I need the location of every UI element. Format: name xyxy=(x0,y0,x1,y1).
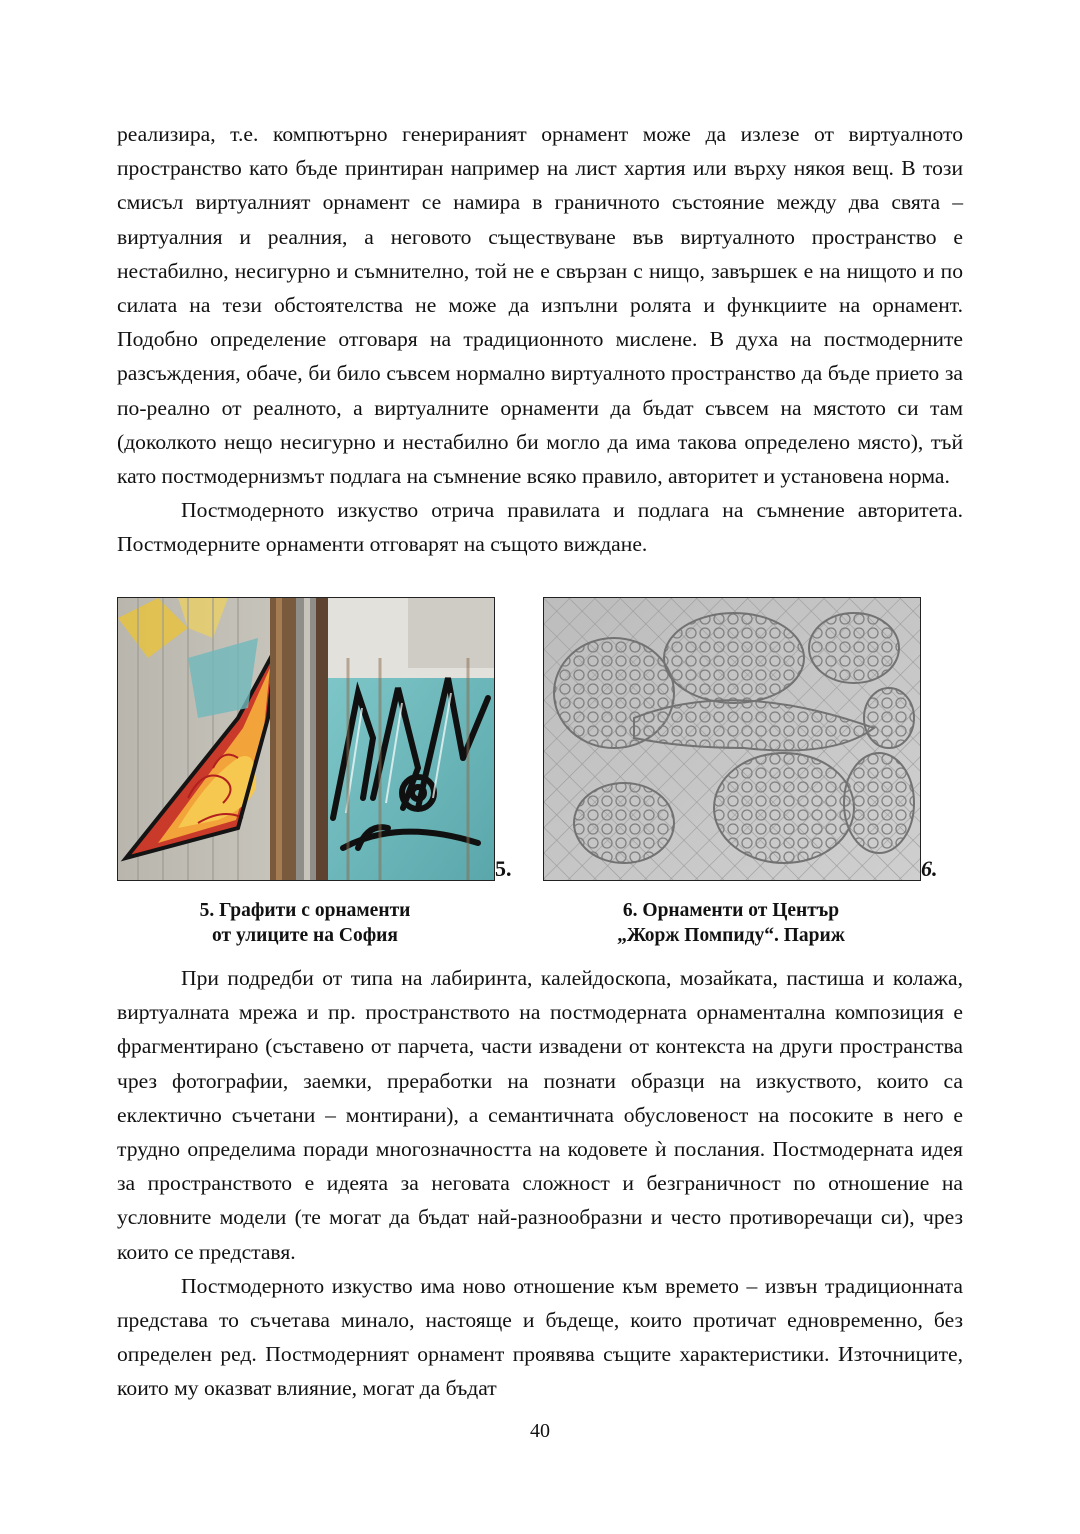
figure-5-caption-line2: от улиците на София xyxy=(212,925,398,946)
text-block-bottom xyxy=(117,961,963,1406)
figure-6-caption-line2: „Жорж Помпиду“. Париж xyxy=(617,925,845,946)
paragraph: Постмодерното изкуство отрича правилата и подлага на съмнение авторитета. Постмодерните орнаменти отговарят на същото виждане. xyxy=(117,498,963,557)
paragraph: При подредби от типа на лабиринта, калейдоскопа, мозайката, пастиша и колажа, виртуалната мрежа и пр. пространството на постмодерната орнаментална композиция е фрагментирано (съставено от парчета, части извадени от контекста на други пространства чрез фотографии, заемки, преработки на познати образци на изкуството, които са еклектично съчетани – монтирани), а семантичната обусловеност на посоките в него е трудно определима поради многозначността на кодовете ѝ послания. Постмодерната идея за пространството е идеята за неговата сложност и безграничност по отношение на условните модели (те могат да бъдат най-разнообразни и често противоречащи си), чрез които се представя. xyxy=(117,966,963,1264)
figure-6-caption-line1: 6. Орнаменти от Център xyxy=(622,900,840,921)
page-number: 40 xyxy=(530,1420,550,1442)
net-ornament-image xyxy=(544,598,920,880)
figure-6-number: 6. xyxy=(921,856,938,881)
text-block-top xyxy=(117,117,963,562)
figure-5-number: 5. xyxy=(495,856,512,881)
figure-6-caption xyxy=(543,898,919,948)
paragraph: Постмодерното изкуство има ново отношение към времето – извън традиционната представа то съчетава минало, настояще и бъдеще, които протичат едновременно, без определен ред. Постмодерният орнамент проявява същите характеристики. Източниците, които му оказват влияние, могат да бъдат xyxy=(117,1273,963,1401)
figure-6-net-ornament-photo xyxy=(543,597,921,881)
figure-5-caption xyxy=(117,898,493,948)
graffiti-image xyxy=(118,598,494,880)
figure-5-caption-line1: 5. Графити с орнаменти xyxy=(199,900,411,921)
figure-5-graffiti-photo xyxy=(117,597,495,881)
paragraph: реализира, т.е. компютърно генерираният орнамент може да излезе от виртуалното пространство като бъде принтиран например на лист хартия или върху някоя вещ. В този смисъл виртуалният орнамент се намира в граничното състояние между два свята – виртуалния и реалния, а неговото съществуване във виртуалното пространство е нестабилно, несигурно и съмнително, той не е свързан с нищо, завършек е на нищото и по силата на тези обстоятелства не може да изпълни ролята и функциите на орнамент. Подобно определение отговаря на традиционното мислене. В духа на постмодерните разсъждения, обаче, би било съвсем нормално виртуалното пространство да бъде прието за по-реално от реалното, а виртуалните орнаменти да бъдат съвсем на мястото си там (доколкото нещо несигурно и нестабилно би могло да има такова определено място), тъй като постмодернизмът подлага на съмнение всяко правило, авторитет и установена норма. xyxy=(117,122,963,489)
